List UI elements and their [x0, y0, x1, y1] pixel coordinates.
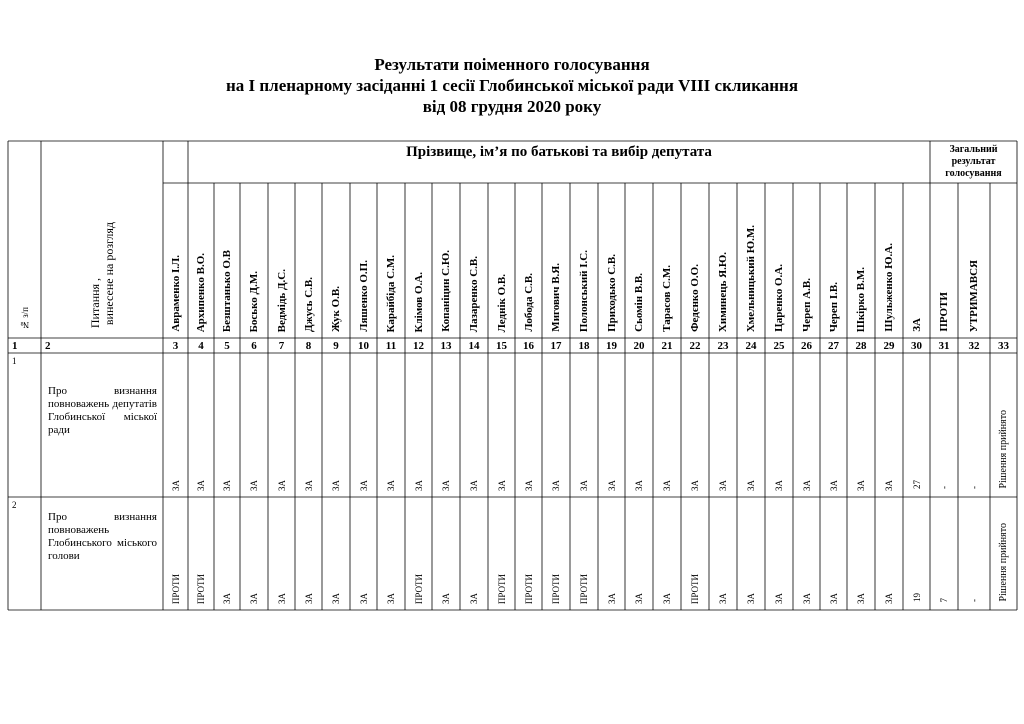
- vote-value: ЗА: [222, 479, 232, 491]
- column-number: 17: [550, 339, 562, 352]
- deputy-name-25: [820, 183, 847, 338]
- column-number: 25: [773, 339, 785, 352]
- total-za: [903, 497, 930, 610]
- deputy-name-label: Шкірко В.М.: [855, 266, 867, 332]
- vote-value: ЗА: [441, 592, 451, 604]
- vote-value: ЗА: [828, 592, 839, 604]
- deputy-name-23: [765, 183, 793, 338]
- header-number-label: № з/п: [19, 306, 30, 330]
- deputy-name-26: [847, 183, 875, 338]
- column-number: 21: [661, 339, 673, 352]
- document-subtitle: на I пленарному засіданні 1 сесії Глобинської міської ради VIII скликання: [225, 76, 799, 95]
- column-number: 2: [45, 339, 51, 352]
- column-number: 19: [606, 339, 617, 352]
- total-za: [903, 353, 930, 497]
- deputy-name-9: [377, 183, 405, 338]
- deputy-name-label: Лазаренко С.В.: [468, 255, 480, 332]
- total-proty: [930, 497, 958, 610]
- deputy-name-label: Приходько С.В.: [605, 254, 618, 332]
- vote-value: ЗА: [884, 479, 894, 491]
- vote-cell: [542, 497, 570, 610]
- vote-cell: [875, 497, 903, 610]
- deputy-name-18: [625, 183, 653, 338]
- row-number: 2: [12, 500, 17, 510]
- vote-value: ПРОТИ: [579, 573, 589, 604]
- total-proty-value: -: [939, 486, 949, 489]
- column-number: 23: [717, 339, 729, 352]
- vote-cell: [460, 497, 488, 610]
- column-number: 32: [968, 339, 980, 352]
- total-utrymavsia-value: -: [969, 599, 979, 602]
- deputy-name-6: [295, 183, 322, 338]
- deputy-name-22: [737, 183, 765, 338]
- deputy-name-13: [488, 183, 515, 338]
- vote-cell: [793, 497, 820, 610]
- column-number: 7: [278, 339, 285, 352]
- vote-cell: [350, 497, 377, 610]
- vote-cell: [765, 353, 793, 497]
- deputy-name-label: Джусь С.В.: [302, 277, 315, 332]
- column-number: 3: [172, 339, 179, 352]
- total-header-1: [903, 183, 930, 338]
- deputy-name-3: [214, 183, 240, 338]
- vote-value: ЗА: [579, 479, 589, 491]
- column-number: 4: [198, 339, 204, 352]
- header-total-group: Загальний результат голосування: [945, 144, 1002, 179]
- header-number-cell: [8, 141, 41, 338]
- vote-value: ПРОТИ: [690, 573, 700, 604]
- deputy-name-27: [875, 183, 903, 338]
- deputy-name-label: Ведмідь Д.С.: [275, 268, 288, 332]
- vote-value: ПРОТИ: [413, 573, 424, 604]
- vote-cell: [875, 353, 903, 497]
- vote-value: ЗА: [801, 592, 812, 604]
- deputy-name-20: [681, 183, 709, 338]
- vote-cell: [625, 353, 653, 497]
- vote-value: ЗА: [551, 479, 561, 491]
- vote-cell: [653, 497, 681, 610]
- column-number: 18: [578, 339, 590, 352]
- column-number: 30: [911, 339, 922, 352]
- column-number: 28: [855, 339, 867, 352]
- column-number: 13: [440, 339, 452, 352]
- vote-value: ЗА: [276, 592, 287, 604]
- vote-cell: [793, 353, 820, 497]
- vote-cell: [268, 497, 295, 610]
- deputy-name-1: [163, 183, 188, 338]
- deputy-name-label: Авраменко І.Л.: [169, 255, 182, 332]
- vote-value: ЗА: [386, 479, 396, 491]
- vote-cell: [432, 353, 460, 497]
- column-number: 14: [468, 339, 480, 352]
- column-number: 1: [12, 339, 18, 352]
- vote-cell: [515, 353, 542, 497]
- header-question-label: Питання , винесене на розгляд: [88, 221, 116, 328]
- vote-cell: [188, 497, 214, 610]
- vote-cell: [405, 353, 432, 497]
- vote-cell: [737, 497, 765, 610]
- vote-value: ЗА: [386, 592, 396, 604]
- vote-cell: [405, 497, 432, 610]
- vote-value: ЗА: [718, 479, 728, 491]
- deputy-name-17: [598, 183, 625, 338]
- vote-cell: [488, 353, 515, 497]
- deputy-name-label: Полонський І.С.: [578, 249, 590, 332]
- total-header-label: ПРОТИ: [938, 292, 950, 332]
- column-number: 33: [998, 339, 1009, 352]
- deputy-name-label: Копаніцин С.Ю.: [440, 250, 452, 332]
- vote-value: ЗА: [196, 479, 206, 491]
- deputy-name-label: Клімов О.А.: [412, 271, 425, 332]
- vote-cell: [268, 353, 295, 497]
- vote-value: ЗА: [662, 592, 672, 604]
- vote-cell: [488, 497, 515, 610]
- total-za-value: 27: [911, 480, 922, 489]
- deputy-name-label: Лобода С.В.: [522, 273, 535, 332]
- vote-value: ЗА: [249, 479, 259, 491]
- vote-value: ЗА: [469, 592, 479, 604]
- deputy-name-12: [460, 183, 488, 338]
- deputy-name-label: Ляшенко О.П.: [357, 260, 370, 332]
- deputy-name-19: [653, 183, 681, 338]
- vote-value: ЗА: [774, 592, 784, 604]
- column-number: 12: [413, 339, 424, 352]
- vote-cell: [295, 497, 322, 610]
- deputy-name-21: [709, 183, 737, 338]
- deputy-name-4: [240, 183, 268, 338]
- column-number: 29: [883, 339, 895, 352]
- vote-cell: [214, 353, 240, 497]
- row-question: Про визнання повноважень депутатів Глобинської міської ради: [48, 385, 157, 436]
- vote-value: ЗА: [170, 479, 181, 491]
- vote-value: ЗА: [690, 479, 700, 491]
- column-number: 8: [305, 339, 312, 352]
- row-question: Про визнання повноважень Глобинського міського голови: [48, 511, 157, 562]
- deputy-name-label: Тарасов С.М.: [661, 265, 673, 332]
- vote-value: ЗА: [358, 592, 369, 604]
- header-deputies-group: Прізвище, ім’я по батькові та вибір депутата: [406, 144, 712, 160]
- vote-cell: [350, 353, 377, 497]
- vote-cell: [163, 353, 188, 497]
- document-date: від 08 грудня 2020 року: [422, 97, 602, 116]
- vote-value: ЗА: [606, 479, 617, 491]
- total-proty: [930, 353, 958, 497]
- row-result-value: Рішення прийнято: [998, 523, 1009, 602]
- vote-cell: [737, 353, 765, 497]
- deputy-name-5: [268, 183, 295, 338]
- vote-cell: [432, 497, 460, 610]
- vote-value: ЗА: [634, 592, 644, 604]
- column-number: 10: [358, 339, 369, 352]
- vote-cell: [820, 497, 847, 610]
- vote-value: ЗА: [358, 479, 369, 491]
- deputy-name-label: Царенко О.А.: [773, 264, 785, 332]
- total-proty-value: 7: [939, 597, 949, 602]
- vote-value: ЗА: [606, 592, 617, 604]
- total-header-label: ЗА: [910, 318, 923, 332]
- deputy-name-7: [322, 183, 350, 338]
- deputy-name-label: Федєнко О.О.: [689, 264, 701, 332]
- column-number: 6: [251, 339, 257, 352]
- deputy-name-2: [188, 183, 214, 338]
- vote-value: ПРОТИ: [523, 573, 534, 604]
- vote-value: ЗА: [441, 479, 451, 491]
- vote-cell: [240, 497, 268, 610]
- vote-value: ПРОТИ: [496, 573, 507, 604]
- column-number: 24: [745, 339, 757, 352]
- deputy-name-14: [515, 183, 542, 338]
- vote-value: ЗА: [469, 479, 479, 491]
- vote-cell: [295, 353, 322, 497]
- vote-value: ЗА: [276, 479, 287, 491]
- deputy-name-15: [542, 183, 570, 338]
- column-number: 26: [801, 339, 812, 352]
- column-number: 27: [828, 339, 839, 352]
- total-utrymavsia: [958, 497, 990, 610]
- total-utrymavsia: [958, 353, 990, 497]
- deputy-name-label: Босько Д.М.: [248, 270, 260, 332]
- vote-cell: [570, 497, 598, 610]
- vote-value: ПРОТИ: [196, 573, 206, 604]
- vote-cell: [709, 497, 737, 610]
- vote-value: ЗА: [884, 592, 894, 604]
- vote-cell: [163, 497, 188, 610]
- vote-value: ПРОТИ: [551, 573, 561, 604]
- deputy-name-label: Безштанько О.В: [221, 249, 233, 332]
- vote-cell: [214, 497, 240, 610]
- column-number: 9: [333, 339, 339, 352]
- vote-value: ЗА: [828, 479, 839, 491]
- vote-cell: [322, 353, 350, 497]
- vote-value: ЗА: [746, 592, 756, 604]
- vote-cell: [240, 353, 268, 497]
- header-question-cell: [41, 141, 163, 338]
- vote-value: ЗА: [856, 479, 866, 491]
- vote-cell: [625, 497, 653, 610]
- vote-value: ЗА: [523, 479, 534, 491]
- vote-cell: [460, 353, 488, 497]
- vote-value: ЗА: [856, 592, 866, 604]
- total-utrymavsia-value: -: [969, 486, 979, 489]
- vote-cell: [847, 353, 875, 497]
- deputy-name-label: Жук О.В.: [330, 285, 342, 332]
- deputy-name-11: [432, 183, 460, 338]
- row-result: [990, 353, 1017, 497]
- deputy-name-label: Сьомін В.В.: [633, 273, 645, 332]
- row-result-value: Рішення прийнято: [998, 410, 1009, 489]
- vote-value: ЗА: [634, 479, 644, 491]
- vote-value: ЗА: [413, 479, 424, 491]
- column-number: 5: [224, 339, 230, 352]
- row-number: 1: [12, 356, 17, 366]
- vote-cell: [653, 353, 681, 497]
- column-number: 22: [689, 339, 701, 352]
- vote-cell: [377, 497, 405, 610]
- total-header-2: [930, 183, 958, 338]
- row-result: [990, 497, 1017, 610]
- vote-cell: [515, 497, 542, 610]
- vote-cell: [570, 353, 598, 497]
- deputy-name-label: Архипенко В.О.: [195, 252, 207, 332]
- deputy-name-label: Череп А.В.: [800, 278, 813, 332]
- vote-value: ЗА: [222, 592, 232, 604]
- vote-value: ЗА: [331, 479, 341, 491]
- vote-cell: [765, 497, 793, 610]
- deputy-name-label: Череп І.В.: [827, 281, 840, 332]
- deputy-name-label: Карайбіда С.М.: [385, 254, 397, 332]
- vote-value: ЗА: [303, 592, 314, 604]
- document-title: Результати поіменного голосування: [374, 55, 650, 74]
- vote-cell: [820, 353, 847, 497]
- total-header-label: УТРИМАВСЯ: [968, 259, 980, 332]
- vote-value: ЗА: [718, 592, 728, 604]
- column-number: 31: [938, 339, 950, 352]
- vote-value: ЗА: [746, 479, 756, 491]
- total-header-3: [958, 183, 990, 338]
- column-number: 11: [385, 339, 397, 352]
- vote-cell: [709, 353, 737, 497]
- vote-value: ЗА: [801, 479, 812, 491]
- vote-value: ЗА: [774, 479, 784, 491]
- vote-value: ЗА: [249, 592, 259, 604]
- vote-value: ЗА: [496, 479, 507, 491]
- vote-value: ЗА: [662, 479, 672, 491]
- vote-cell: [322, 497, 350, 610]
- deputy-name-10: [405, 183, 432, 338]
- column-number: 16: [523, 339, 534, 352]
- deputy-name-label: Шульженко Ю.А.: [883, 243, 895, 332]
- deputy-name-16: [570, 183, 598, 338]
- deputy-name-label: Леднік О.В.: [495, 273, 508, 332]
- vote-cell: [188, 353, 214, 497]
- vote-cell: [377, 353, 405, 497]
- deputy-name-label: Химинець Я.Ю.: [717, 251, 729, 332]
- total-za-value: 19: [911, 593, 922, 602]
- vote-cell: [598, 353, 625, 497]
- column-number: 15: [496, 339, 507, 352]
- vote-cell: [598, 497, 625, 610]
- vote-cell: [681, 497, 709, 610]
- vote-value: ЗА: [303, 479, 314, 491]
- vote-cell: [681, 353, 709, 497]
- deputy-name-24: [793, 183, 820, 338]
- vote-value: ЗА: [331, 592, 341, 604]
- vote-value: ПРОТИ: [170, 573, 181, 604]
- deputy-name-8: [350, 183, 377, 338]
- vote-cell: [847, 497, 875, 610]
- deputy-name-label: Хмельницький Ю.М.: [745, 224, 757, 332]
- vote-cell: [542, 353, 570, 497]
- deputy-name-label: Мигович В.Я.: [550, 263, 562, 332]
- column-number: 20: [633, 339, 645, 352]
